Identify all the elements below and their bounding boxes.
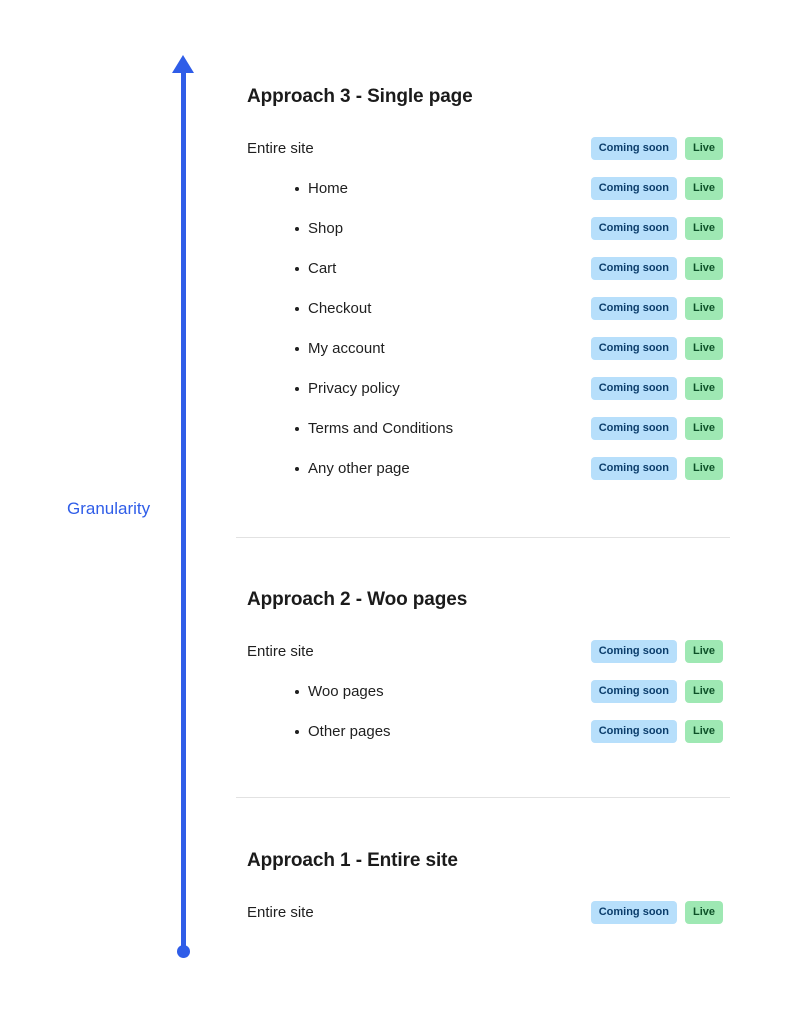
bullet-icon [295,730,299,734]
status-badge-coming-soon[interactable]: Coming soon [591,377,677,400]
list-item [236,410,795,450]
row-label: Woo pages [308,683,384,700]
row-badges [591,337,723,360]
status-badge-live[interactable]: Live [685,297,723,320]
row-badges [591,680,723,703]
section-title: Approach 1 - Entire site [247,850,458,871]
axis-line [181,68,186,953]
row-label: Home [308,180,349,197]
bullet-icon [295,347,299,351]
status-badge-live[interactable]: Live [685,680,723,703]
row-badges [591,177,723,200]
row-badges [591,640,723,663]
bullet-icon [295,267,299,271]
list-item [236,450,795,490]
status-badge-coming-soon[interactable]: Coming soon [591,417,677,440]
status-badge-coming-soon[interactable]: Coming soon [591,720,677,743]
bullet-icon [295,227,299,231]
row-badges [591,137,723,160]
row-label: Entire site [247,140,314,157]
row-label: My account [308,340,385,357]
list-item [236,250,795,290]
status-badge-live[interactable]: Live [685,417,723,440]
row-badges [591,720,723,743]
list-item [236,290,795,330]
status-badge-live[interactable]: Live [685,257,723,280]
list-item [236,633,795,673]
status-badge-live[interactable]: Live [685,640,723,663]
section-approach-2 [236,589,795,753]
section-divider [236,797,730,798]
status-badge-live[interactable]: Live [685,337,723,360]
status-badge-coming-soon[interactable]: Coming soon [591,217,677,240]
row-label: Privacy policy [308,380,400,397]
row-label: Shop [308,220,344,237]
row-label: Other pages [308,723,391,740]
row-badges [591,417,723,440]
row-badges [591,457,723,480]
status-badge-coming-soon[interactable]: Coming soon [591,901,677,924]
row-badges [591,297,723,320]
bullet-icon [295,387,299,391]
list-item [236,210,795,250]
status-badge-live[interactable]: Live [685,720,723,743]
section-title: Approach 3 - Single page [247,86,473,107]
list-item [236,130,795,170]
status-badge-live[interactable]: Live [685,177,723,200]
bullet-icon [295,427,299,431]
row-badges [591,377,723,400]
status-badge-live[interactable]: Live [685,901,723,924]
row-label: Cart [308,260,337,277]
row-label: Entire site [247,643,314,660]
approaches-content [236,0,795,1023]
status-badge-coming-soon[interactable]: Coming soon [591,457,677,480]
row-label: Entire site [247,904,314,921]
bullet-icon [295,187,299,191]
bullet-icon [295,690,299,694]
row-label: Any other page [308,460,410,477]
list-item [236,370,795,410]
status-badge-coming-soon[interactable]: Coming soon [591,640,677,663]
row-label: Checkout [308,300,372,317]
list-item [236,713,795,753]
axis-label: Granularity [67,499,151,518]
status-badge-live[interactable]: Live [685,217,723,240]
bullet-icon [295,307,299,311]
row-badges [591,901,723,924]
granularity-axis [0,0,236,1023]
list-item [236,673,795,713]
row-label: Terms and Conditions [308,420,454,437]
section-approach-1 [236,850,795,934]
status-badge-coming-soon[interactable]: Coming soon [591,680,677,703]
axis-endpoint-dot [177,945,190,958]
status-badge-coming-soon[interactable]: Coming soon [591,337,677,360]
row-badges [591,257,723,280]
section-title: Approach 2 - Woo pages [247,589,468,610]
section-approach-3 [236,86,795,490]
status-badge-live[interactable]: Live [685,377,723,400]
status-badge-live[interactable]: Live [685,137,723,160]
row-badges [591,217,723,240]
bullet-icon [295,467,299,471]
list-item [236,170,795,210]
status-badge-coming-soon[interactable]: Coming soon [591,297,677,320]
section-divider [236,537,730,538]
status-badge-coming-soon[interactable]: Coming soon [591,257,677,280]
status-badge-coming-soon[interactable]: Coming soon [591,177,677,200]
status-badge-live[interactable]: Live [685,457,723,480]
list-item [236,330,795,370]
list-item [236,894,795,934]
status-badge-coming-soon[interactable]: Coming soon [591,137,677,160]
